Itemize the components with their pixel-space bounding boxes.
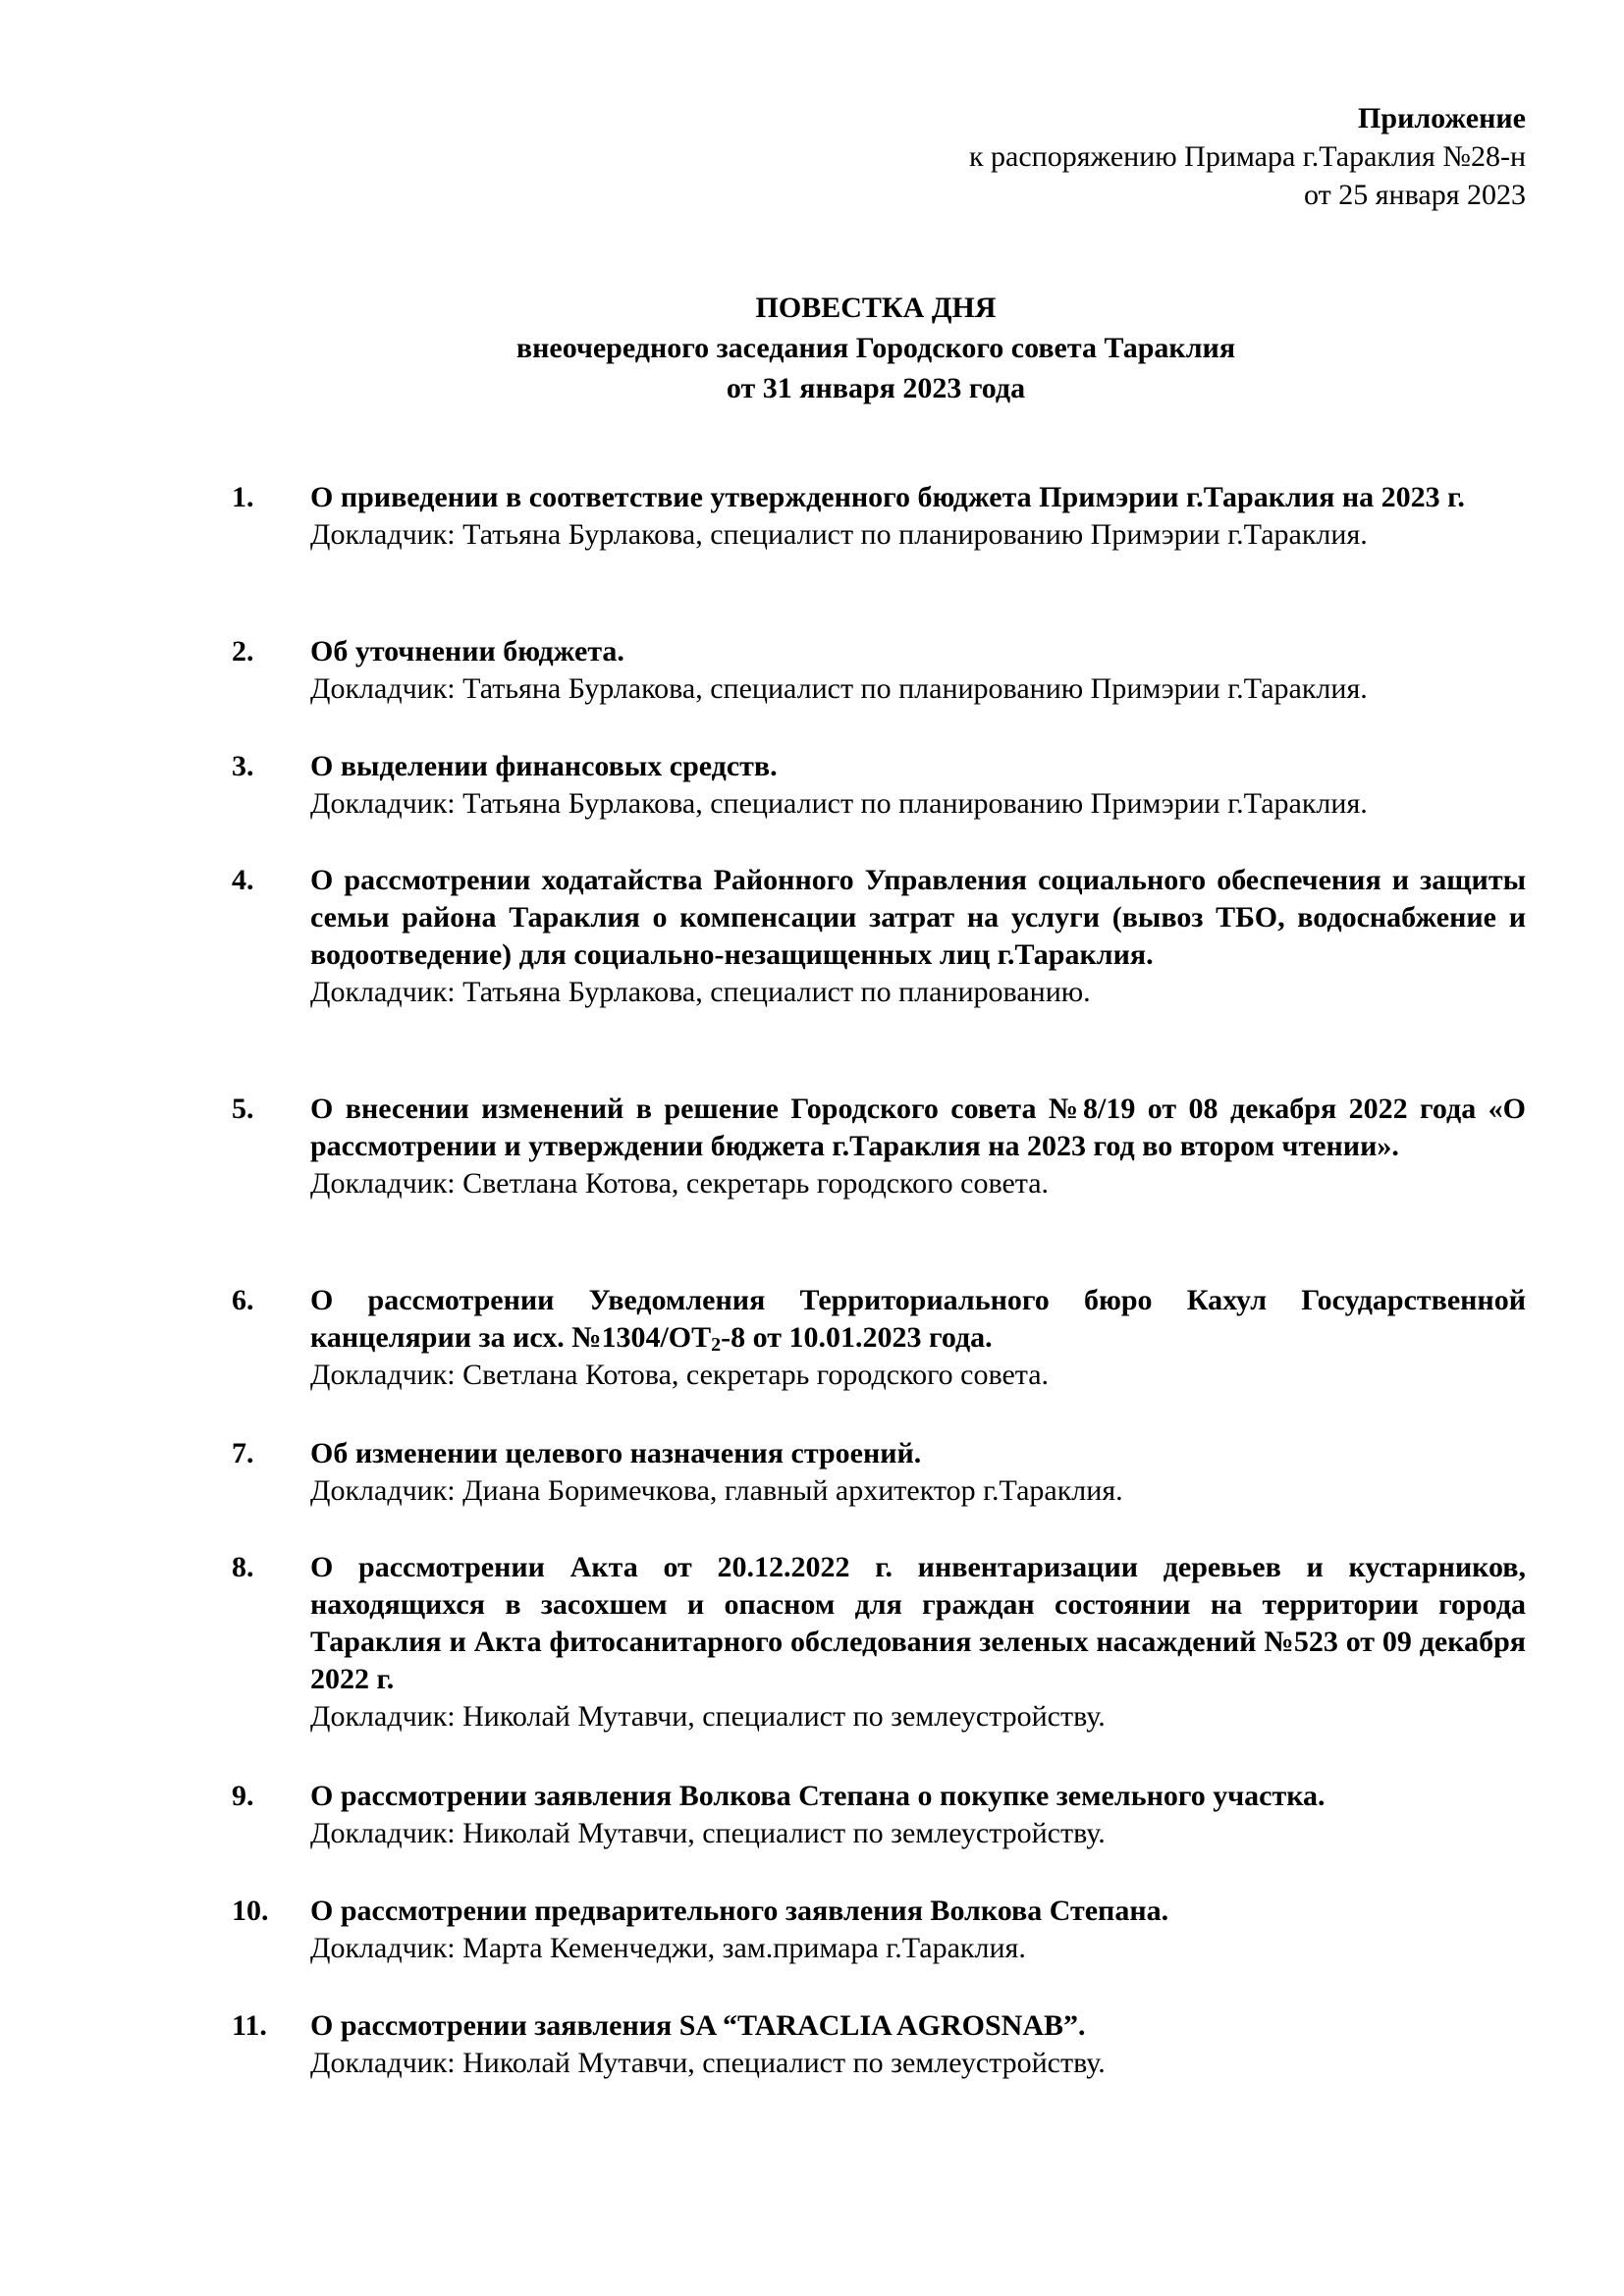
item-speaker: Докладчик: Татьяна Бурлакова, специалист по планированию Примэрии г.Тараклия. xyxy=(310,787,1368,820)
item-number: 8. xyxy=(232,1551,254,1583)
item-number: 11. xyxy=(232,2009,267,2042)
item-title: О рассмотрении заявления SA “TARACLIA AGROSNAB”. xyxy=(310,2009,1086,2042)
appendix-line-2: от 25 января 2023 xyxy=(1304,179,1526,211)
item-number: 4. xyxy=(232,864,254,896)
item-title: О рассмотрении ходатайства Районного Управления социального обеспечения и защиты семьи района Тараклия о компенсации затрат на услуги (вывоз ТБО, водоснабжение и водоотведение) для социально-незащищенных лиц г.Тараклия. xyxy=(310,864,1526,971)
appendix-title: Приложение xyxy=(1358,102,1526,134)
item-number: 3. xyxy=(232,750,254,782)
item-speaker: Докладчик: Николай Мутавчи, специалист по землеустройству. xyxy=(310,2047,1106,2079)
agenda-heading xyxy=(0,288,1624,408)
item-speaker: Докладчик: Татьяна Бурлакова, специалист по планированию Примэрии г.Тараклия. xyxy=(310,518,1368,551)
heading-line-2: внеочередного заседания Городского совета Тараклия xyxy=(515,332,1236,364)
item-speaker: Докладчик: Диана Боримечкова, главный архитектор г.Тараклия. xyxy=(310,1474,1123,1507)
item-speaker: Докладчик: Марта Кеменчеджи, зам.примара г.Тараклия. xyxy=(310,1932,1026,1964)
item-title: Об уточнении бюджета. xyxy=(310,635,624,667)
item-number: 9. xyxy=(232,1780,254,1812)
item-title: Об изменении целевого назначения строений. xyxy=(310,1437,922,1469)
heading-line-1: ПОВЕСТКА ДНЯ xyxy=(755,292,997,324)
item-speaker: Докладчик: Николай Мутавчи, специалист по землеустройству. xyxy=(310,1817,1106,1849)
item-title: О приведении в соответствие утвержденного бюджета Примэрии г.Тараклия на 2023 г. xyxy=(310,481,1465,513)
item-number: 1. xyxy=(232,481,254,513)
item-number: 10. xyxy=(232,1895,269,1927)
item-title: О рассмотрении предварительного заявления Волкова Степана. xyxy=(310,1895,1169,1927)
heading-line-3: от 31 января 2023 года xyxy=(726,372,1026,404)
item-title: О рассмотрении Акта от 20.12.2022 г. инвентаризации деревьев и кустарников, находящихся в засохшем и опасном для граждан состоянии на территории города Тараклия и Акта фитосанитарного обследования зеленых насаждений №523 от 09 декабря 2022 г. xyxy=(310,1551,1526,1695)
item-number: 7. xyxy=(232,1437,254,1469)
appendix-line-1: к распоряжению Примара г.Тараклия №28-н xyxy=(968,140,1526,173)
item-number: 5. xyxy=(232,1093,254,1125)
item-title: О рассмотрении заявления Волкова Степана о покупке земельного участка. xyxy=(310,1780,1326,1812)
item-speaker: Докладчик: Светлана Котова, секретарь городского совета. xyxy=(310,1167,1050,1200)
item-title: О внесении изменений в решение Городского совета №8/19 от 08 декабря 2022 года «О рассмотрении и утверждении бюджета г.Тараклия на 2023 год во втором чтении». xyxy=(310,1093,1526,1162)
item-title: О рассмотрении Уведомления Территориального бюро Кахул Государственной канцелярии за исх. $№1304/ОТ_2-8$ от 10.01.2023 года. xyxy=(310,1284,1526,1356)
item-speaker: Докладчик: Татьяна Бурлакова, специалист по планированию. xyxy=(310,976,1091,1008)
item-title: О выделении финансовых средств. xyxy=(310,750,778,782)
item-speaker: Докладчик: Николай Мутавчи, специалист по землеустройству. xyxy=(310,1700,1106,1733)
item-speaker: Докладчик: Светлана Котова, секретарь городского совета. xyxy=(310,1359,1050,1391)
item-number: 6. xyxy=(232,1284,254,1316)
item-speaker: Докладчик: Татьяна Бурлакова, специалист по планированию Примэрии г.Тараклия. xyxy=(310,672,1368,705)
item-number: 2. xyxy=(232,635,254,667)
appendix-block xyxy=(969,99,1526,214)
